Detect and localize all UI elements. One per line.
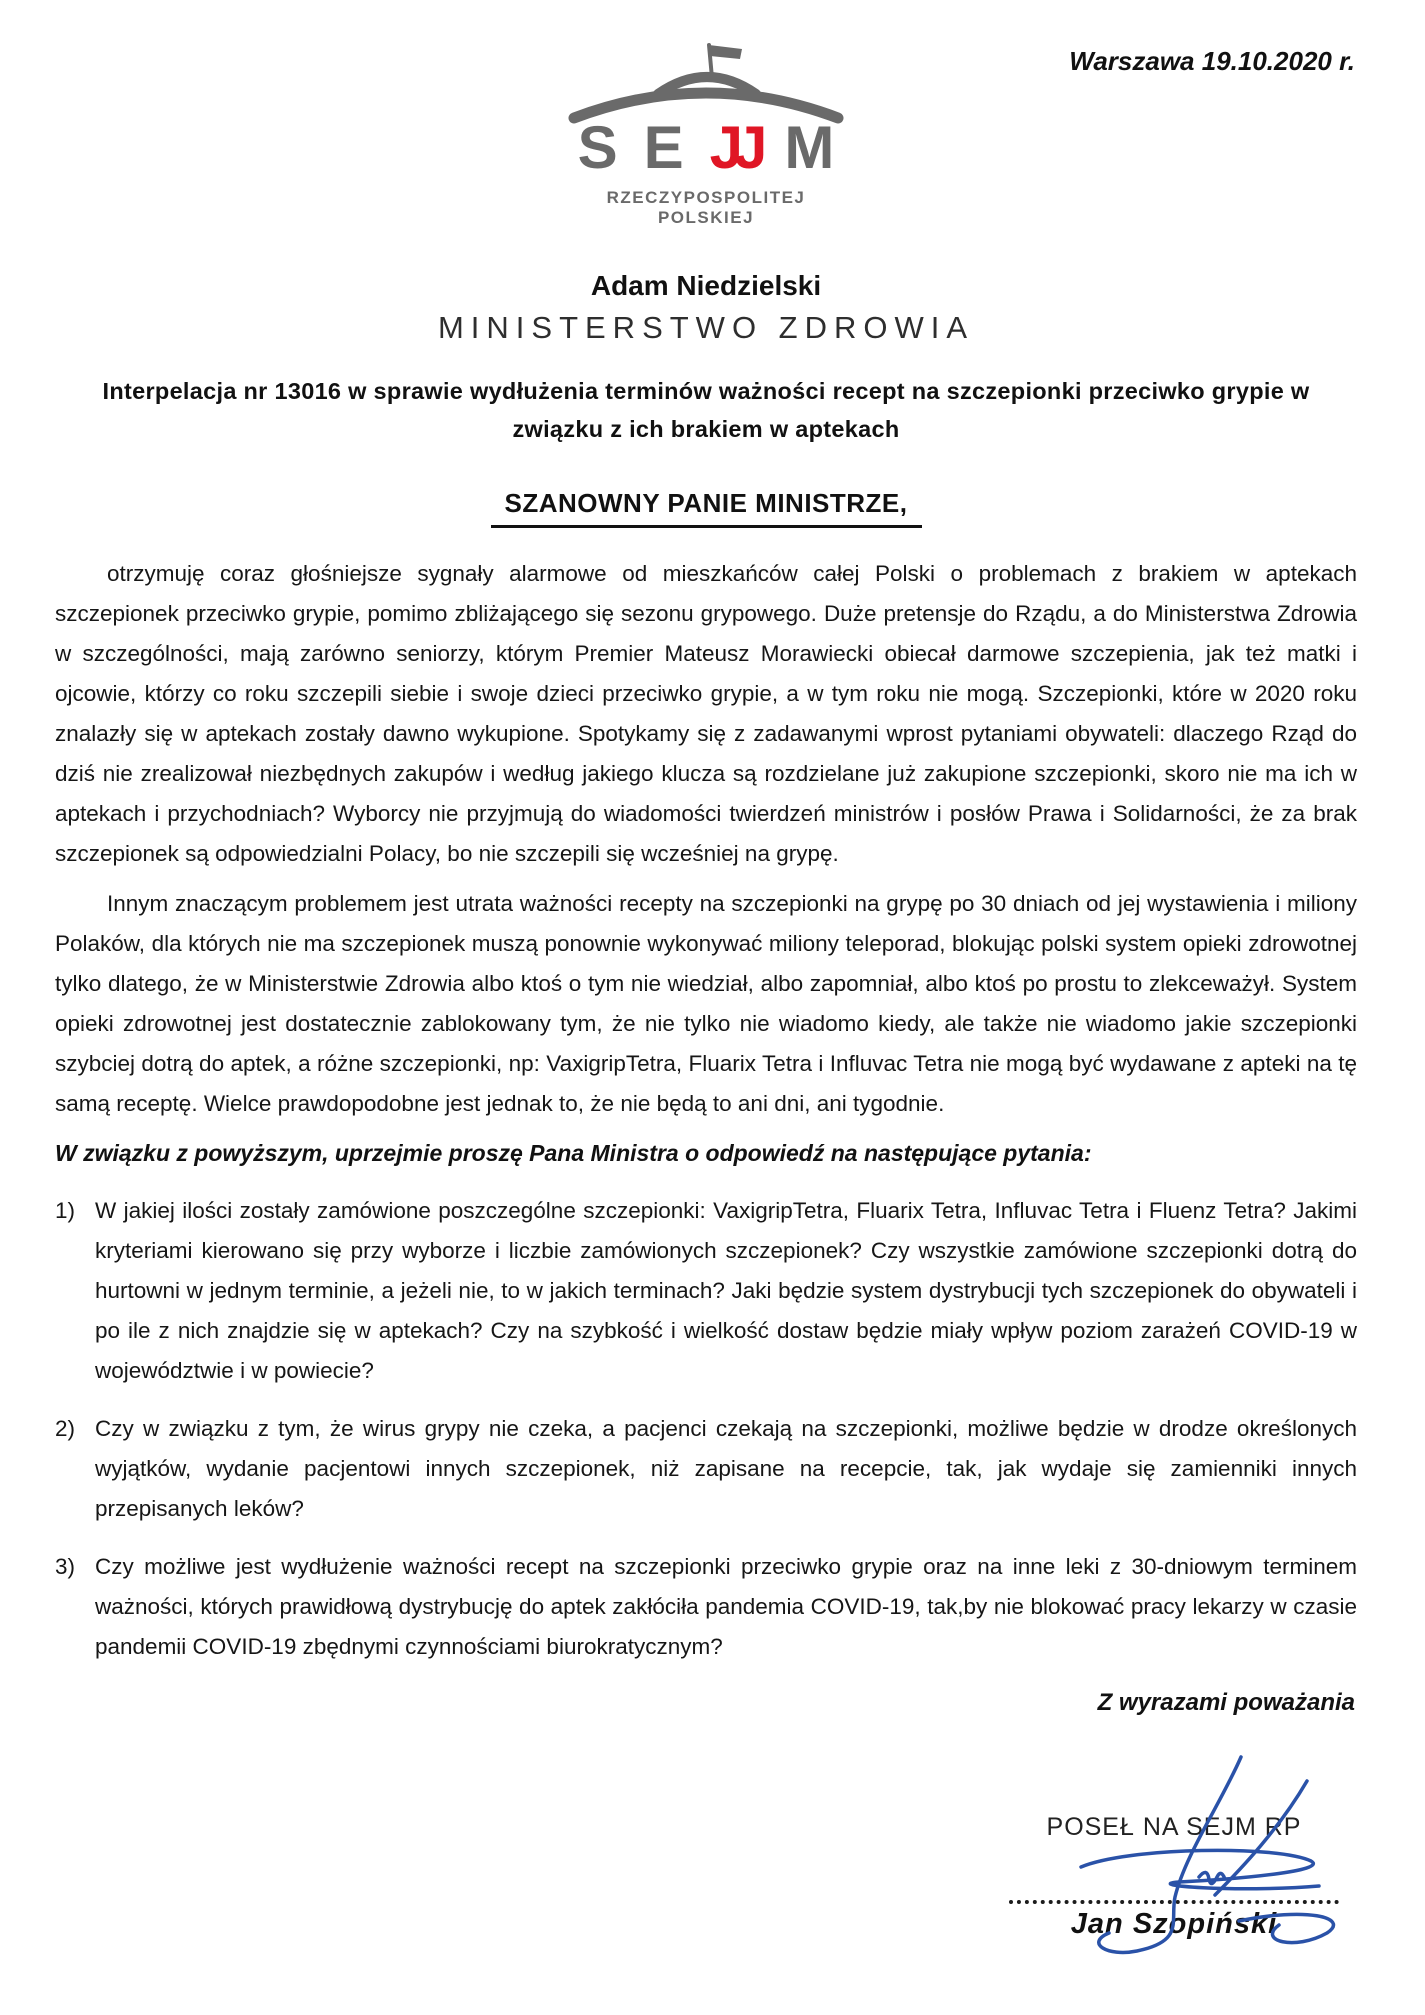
salutation-wrap [55, 488, 1357, 528]
signature-block [1009, 1813, 1339, 1941]
letter-header [55, 38, 1357, 227]
sejm-dome-icon [566, 38, 846, 124]
sejm-letter-s: S [577, 114, 644, 181]
sejm-letters-jj: JJ [709, 114, 759, 181]
sejm-logo-subtitle: RZECZYPOSPOLITEJ POLSKIEJ [606, 188, 806, 227]
subject-line: Interpelacja nr 13016 w sprawie wydłużenia terminów ważności recept na szczepionki przeciwko grypie w związku z ich brakiem w aptekach [102, 378, 1310, 442]
closing-phrase: Z wyrazami poważania [1097, 1689, 1355, 1716]
signer-title: POSEŁ NA SEJM RP [1046, 1813, 1302, 1841]
recipient-institution: MINISTERSTWO ZDROWIA [437, 310, 975, 345]
question-number: 2) [55, 1416, 76, 1441]
sejm-wordmark [556, 114, 856, 181]
letter-body [55, 554, 1357, 1124]
sejm-letter-e: E [643, 114, 710, 181]
question-text: Czy w związku z tym, że wirus grypy nie czeka, a pacjenci czekają na szczepionki, możliwe będzie w drodze określonych wyjątków, wydanie pacjentowi innych szczepionek, niż zapisane na recepcie, tak, jak wydaje się zamienniki innych przepisanych leków? [95, 1416, 1357, 1521]
question-item [55, 1191, 1357, 1391]
sejm-letter-m: M [784, 114, 835, 181]
question-item [55, 1547, 1357, 1667]
recipient-block [55, 270, 1357, 346]
questions-intro: W związku z powyższym, uprzejmie proszę Pana Ministra o odpowiedź na następujące pytania: [55, 1140, 1092, 1166]
questions-list [55, 1191, 1357, 1667]
question-item [55, 1409, 1357, 1529]
question-number: 1) [55, 1198, 76, 1223]
signer-name: Jan Szopiński [1070, 1908, 1278, 1940]
salutation: SZANOWNY PANIE MINISTRZE, [491, 488, 922, 528]
question-text: Czy możliwe jest wydłużenie ważności recept na szczepionki przeciwko grypie oraz na inne leki z 30-dniowym terminem ważności, których prawidłową dystrybucję do aptek zakłóciła pandemia COVID-19, tak,by nie blokować pracy lekarzy w czasie pandemii COVID-19 zbędnymi czynnościami biurokratycznym? [95, 1554, 1357, 1659]
signature-dotted-line [1009, 1900, 1339, 1904]
body-paragraph: otrzymuję coraz głośniejsze sygnały alarmowe od mieszkańców całej Polski o problemach z brakiem w aptekach szczepionek przeciwko grypie, pomimo zbliżającego się sezonu grypowego. Duże pretensje do Rządu, a do Ministerstwa Zdrowia w szczególności, mają zarówno seniorzy, którym Premier Mateusz Morawiecki obiecał darmowe szczepienia, jak też matki i ojcowie, którzy co roku szczepili siebie i swoje dzieci przeciwko grypie, a w tym roku nie mogą. Szczepionki, które w 2020 roku znalazły się w aptekach zostały dawno wykupione. Spotykamy się z zadawanymi wprost pytaniami obywateli: dlaczego Rząd do dziś nie zrealizował niezbędnych zakupów i według jakiego klucza są rozdzielane już zakupione szczepionki, skoro nie ma ich w aptekach i przychodniach? Wyborcy nie przyjmują do wiadomości twierdzeń ministrów i posłów Prawa i Solidarności, że za brak szczepionek są odpowiedzialni Polacy, bo nie szczepili się wcześniej na grypę. [55, 561, 1357, 866]
dateline: Warszawa 19.10.2020 r. [1069, 46, 1355, 76]
recipient-name: Adam Niedzielski [590, 270, 822, 301]
sejm-logo [556, 38, 856, 228]
question-number: 3) [55, 1554, 76, 1579]
body-paragraph: Innym znaczącym problemem jest utrata ważności recepty na szczepionki na grypę po 30 dniach od jej wystawienia i miliony Polaków, dla których nie ma szczepionek muszą ponownie wykonywać miliony teleporad, blokując polski system opieki zdrowotnej tylko dlatego, że w Ministerstwie Zdrowia albo ktoś o tym nie wiedział, albo zapomniał, albo ktoś po prostu to zlekceważył. System opieki zdrowotnej jest dostatecznie zablokowany tym, że nie tylko nie wiadomo kiedy, ale także nie wiadomo jakie szczepionki szybciej dotrą do aptek, a różne szczepionki, np: VaxigripTetra, Fluarix Tetra i Influvac Tetra nie mogą być wydawane z apteki na tę samą receptę. Wielce prawdopodobne jest jednak to, że nie będą to ani dni, ani tygodnie. [55, 891, 1357, 1116]
question-text: W jakiej ilości zostały zamówione poszczególne szczepionki: VaxigripTetra, Fluarix Tetra, Influvac Tetra i Fluenz Tetra? Jakimi kryteriami kierowano się przy wyborze i liczbie zamówionych szczepionek? Czy wszystkie zamówione szczepionki dotrą do hurtowni w jednym terminie, a jeżeli nie, to w jakich terminach? Jaki będzie system dystrybucji tych szczepionek do obywateli i po ile z nich znajdzie się w aptekach? Czy na szybkość i wielkość dostaw będzie miały wpływ poziom zarażeń COVID-19 w województwie i w powiecie? [95, 1198, 1357, 1383]
